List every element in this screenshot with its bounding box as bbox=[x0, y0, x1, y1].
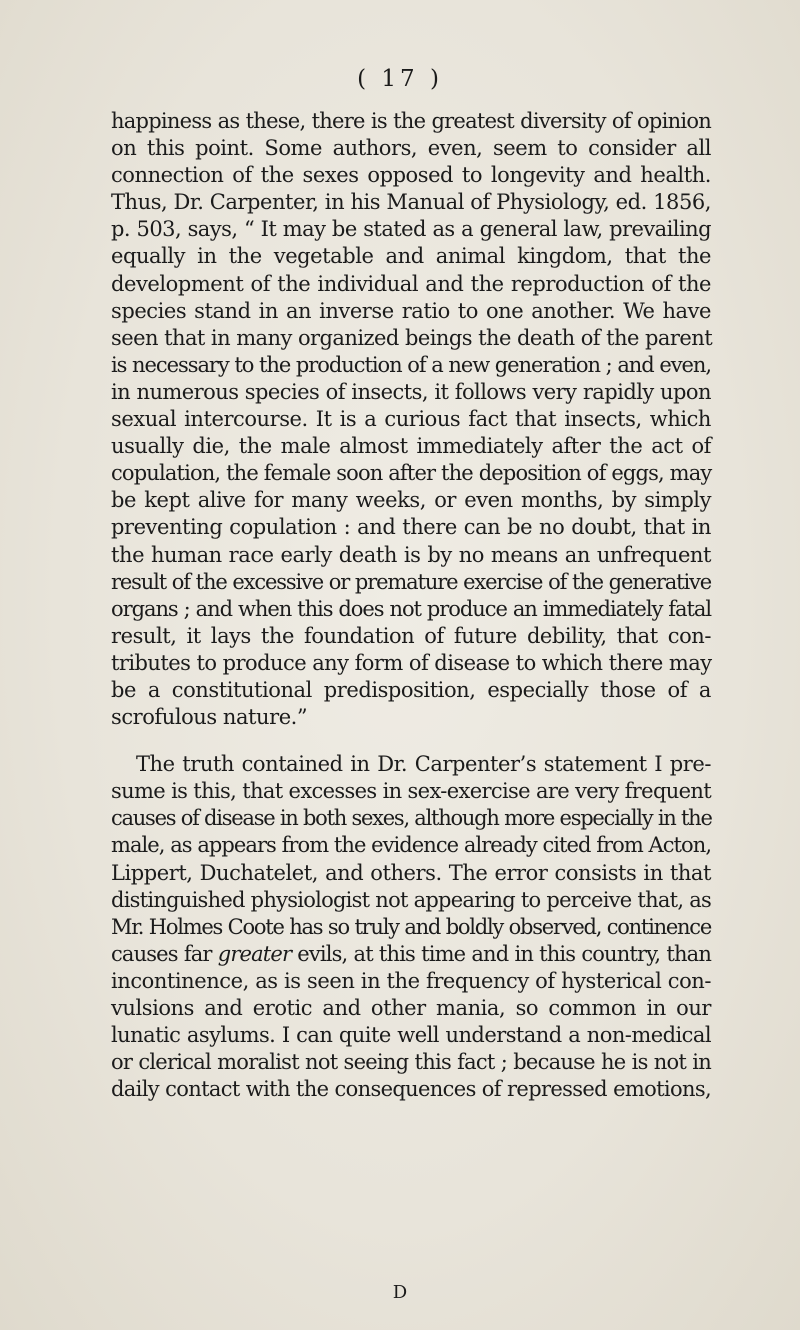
text-line: in numerous species of insects, it follows very rapidly upon bbox=[111, 379, 711, 404]
text-line: causes far greater evils, at this time and in this country, than bbox=[111, 941, 711, 966]
text-line: the human race early death is by no means an unfrequent bbox=[111, 542, 711, 567]
text-line: be kept alive for many weeks, or even months, by simply bbox=[111, 488, 711, 513]
text-line: daily contact with the consequences of repressed emotions, bbox=[111, 1077, 711, 1102]
text-line: incontinence, as is seen in the frequency of hysterical con- bbox=[111, 968, 711, 993]
text-line: male, as appears from the evidence already cited from Acton, bbox=[111, 833, 712, 858]
text-line: tributes to produce any form of disease to which there may bbox=[111, 650, 712, 675]
text-line: preventing copulation : and there can be no doubt, that in bbox=[111, 515, 711, 540]
text-line: result, it lays the foundation of future debility, that con- bbox=[111, 623, 711, 648]
text-line: Mr. Holmes Coote has so truly and boldly observed, continence bbox=[111, 914, 711, 939]
text-line: The truth contained in Dr. Carpenter’s statement I pre- bbox=[136, 752, 711, 777]
text-line: development of the individual and the reproduction of the bbox=[111, 271, 711, 296]
text-line: copulation, the female soon after the deposition of eggs, may bbox=[111, 461, 712, 486]
paragraph-2 bbox=[111, 751, 711, 1103]
paragraph-gap bbox=[111, 731, 711, 751]
signature-mark: D bbox=[392, 1282, 408, 1303]
text-line: Thus, Dr. Carpenter, in his Manual of Physiology, ed. 1856, bbox=[111, 190, 711, 215]
text-line: vulsions and erotic and other mania, so common in our bbox=[111, 996, 711, 1020]
text-line: usually die, the male almost immediately after the act of bbox=[111, 434, 711, 459]
text-line: lunatic asylums. I can quite well understand a non-medical bbox=[111, 1023, 711, 1048]
text-line: is necessary to the production of a new generation ; and even, bbox=[111, 352, 711, 377]
paragraph-1 bbox=[111, 108, 711, 731]
text-line: scrofulous nature.” bbox=[111, 705, 308, 730]
text-line: causes of disease in both sexes, although more especially in the bbox=[111, 806, 712, 831]
body-text bbox=[111, 108, 711, 1103]
text-line: organs ; and when this does not produce an immediately fatal bbox=[111, 596, 711, 621]
text-line: happiness as these, there is the greatest diversity of opinion bbox=[111, 109, 711, 133]
text-line: p. 503, says, “ It may be stated as a general law, prevailing bbox=[111, 217, 711, 242]
text-line: on this point. Some authors, even, seem to consider all bbox=[111, 136, 711, 161]
text-line: result of the excessive or premature exercise of the generative bbox=[111, 569, 711, 594]
text-line: be a constitutional predisposition, especially those of a bbox=[111, 677, 711, 702]
text-line: species stand in an inverse ratio to one another. We have bbox=[111, 298, 711, 323]
text-line: Lippert, Duchatelet, and others. The error consists in that bbox=[111, 860, 711, 885]
text-line: sexual intercourse. It is a curious fact that insects, which bbox=[111, 407, 711, 432]
page-number: ( 17 ) bbox=[357, 66, 443, 92]
emphasized-word: greater bbox=[217, 941, 292, 966]
text-line: equally in the vegetable and animal kingdom, that the bbox=[111, 244, 711, 269]
text-line: distinguished physiologist not appearing to perceive that, as bbox=[111, 887, 711, 912]
text-line: seen that in many organized beings the death of the parent bbox=[111, 325, 713, 350]
text-line: sume is this, that excesses in sex-exercise are very frequent bbox=[111, 779, 712, 804]
text-line: or clerical moralist not seeing this fact ; because he is not in bbox=[111, 1050, 711, 1075]
text-line: connection of the sexes opposed to longevity and health. bbox=[111, 163, 711, 188]
